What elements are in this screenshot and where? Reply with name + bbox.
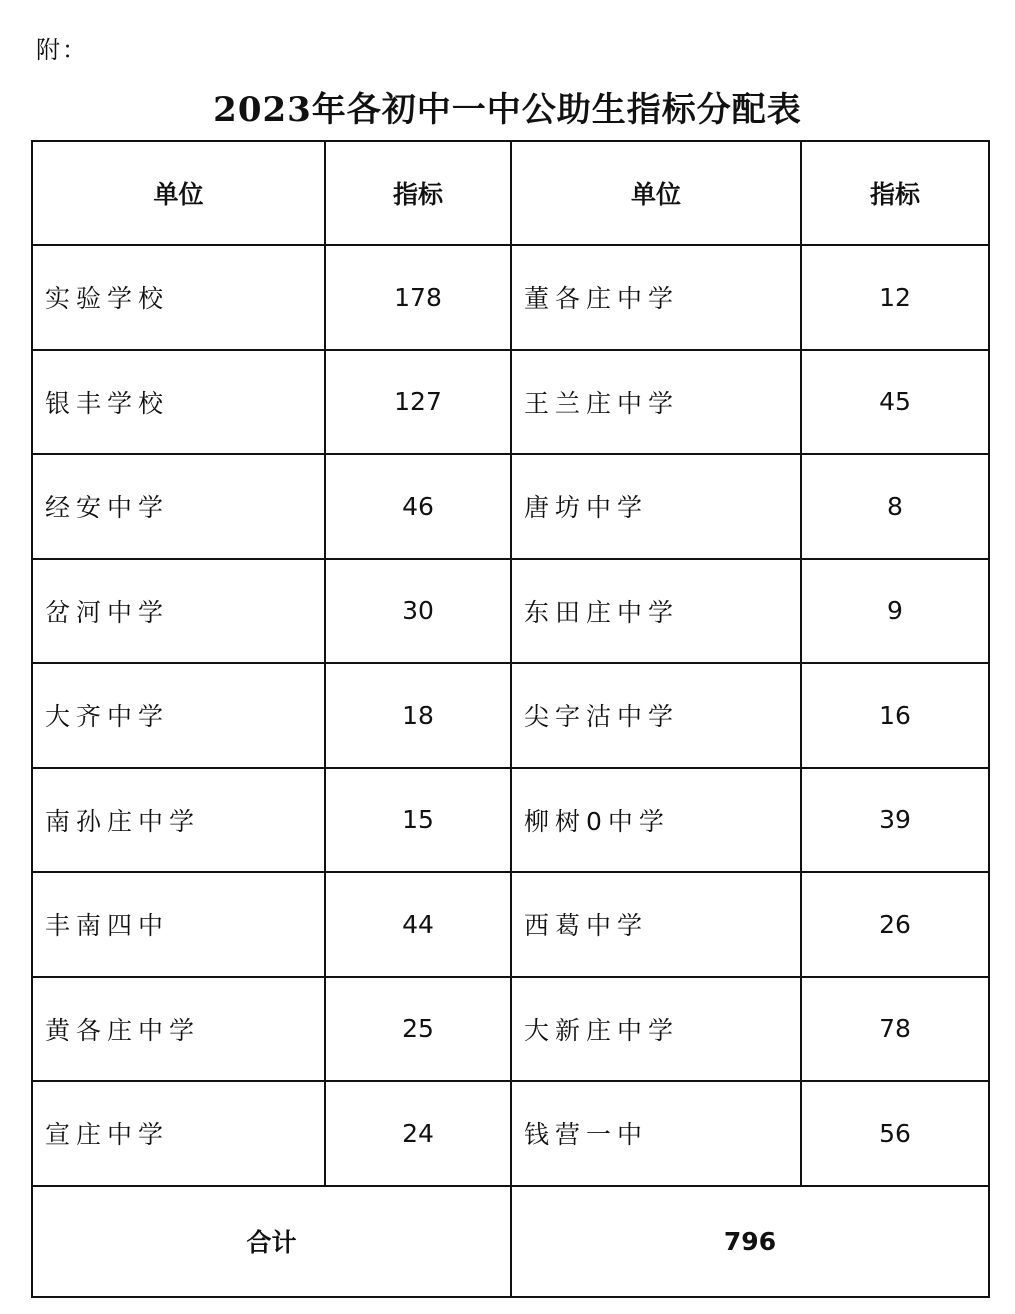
school-name: 岔河中学 <box>32 559 325 664</box>
school-name: 东田庄中学 <box>511 559 801 664</box>
quota-value: 18 <box>325 663 511 768</box>
header-unit-left: 单位 <box>32 141 325 245</box>
table-row <box>32 245 989 350</box>
table-row <box>32 559 989 664</box>
table-row <box>32 977 989 1082</box>
total-row <box>32 1186 989 1297</box>
table-row <box>32 1081 989 1186</box>
quota-value: 16 <box>801 663 989 768</box>
school-name: 丰南四中 <box>32 872 325 977</box>
header-unit-right: 单位 <box>511 141 801 245</box>
quota-value: 26 <box>801 872 989 977</box>
quota-value: 15 <box>325 768 511 873</box>
quota-value: 24 <box>325 1081 511 1186</box>
school-name: 南孙庄中学 <box>32 768 325 873</box>
total-label: 合计 <box>32 1186 511 1297</box>
table-row <box>32 350 989 455</box>
table-row <box>32 872 989 977</box>
header-quota-left: 指标 <box>325 141 511 245</box>
school-name: 大齐中学 <box>32 663 325 768</box>
quota-value: 30 <box>325 559 511 664</box>
total-value: 796 <box>511 1186 989 1297</box>
school-name: 尖字沽中学 <box>511 663 801 768</box>
school-name: 黄各庄中学 <box>32 977 325 1082</box>
quota-value: 78 <box>801 977 989 1082</box>
page-title: 2023年各初中一中公助生指标分配表 <box>213 90 802 130</box>
quota-value: 9 <box>801 559 989 664</box>
quota-value: 178 <box>325 245 511 350</box>
school-name: 唐坊中学 <box>511 454 801 559</box>
quota-value: 44 <box>325 872 511 977</box>
school-name: 宣庄中学 <box>32 1081 325 1186</box>
school-name: 柳树0中学 <box>511 768 801 873</box>
table-row <box>32 768 989 873</box>
quota-value: 56 <box>801 1081 989 1186</box>
quota-value: 45 <box>801 350 989 455</box>
school-name: 经安中学 <box>32 454 325 559</box>
quota-value: 25 <box>325 977 511 1082</box>
note-label: 附： <box>36 36 88 64</box>
school-name: 钱营一中 <box>511 1081 801 1186</box>
school-name: 实验学校 <box>32 245 325 350</box>
school-name: 大新庄中学 <box>511 977 801 1082</box>
school-name: 银丰学校 <box>32 350 325 455</box>
quota-value: 8 <box>801 454 989 559</box>
header-row <box>32 141 989 245</box>
quota-value: 46 <box>325 454 511 559</box>
table-row <box>32 454 989 559</box>
school-name: 西葛中学 <box>511 872 801 977</box>
quota-value: 39 <box>801 768 989 873</box>
school-name: 董各庄中学 <box>511 245 801 350</box>
quota-value: 127 <box>325 350 511 455</box>
allocation-table <box>31 140 990 1298</box>
table-row <box>32 663 989 768</box>
school-name: 王兰庄中学 <box>511 350 801 455</box>
header-quota-right: 指标 <box>801 141 989 245</box>
quota-value: 12 <box>801 245 989 350</box>
